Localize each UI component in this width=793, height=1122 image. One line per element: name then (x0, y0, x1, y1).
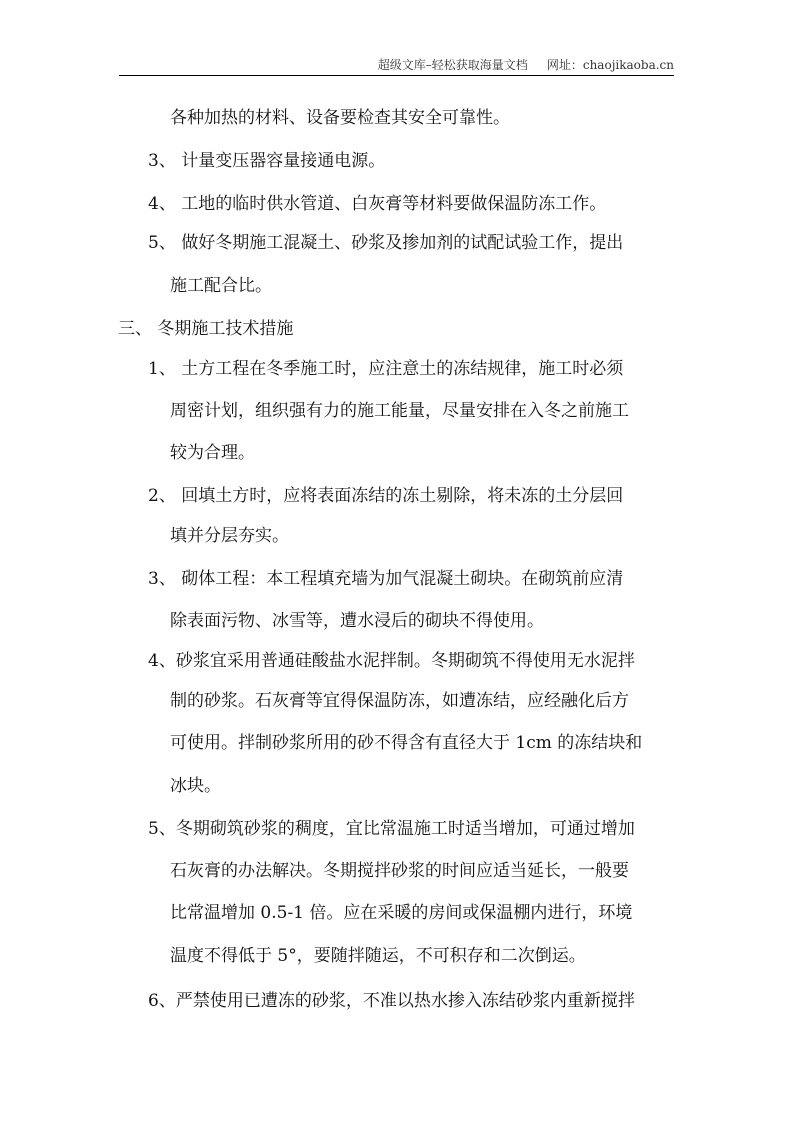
text-line: 填并分层夯实。 (170, 526, 289, 546)
text-line: 较为合理。 (170, 443, 255, 463)
text-line: 石灰膏的办法解决。冬期搅拌砂浆的时间应适当延长，一般要 (170, 861, 629, 881)
text-line: 温度不得低于 5°，要随拌随运，不可积存和二次倒运。 (170, 946, 586, 966)
text-line: 施工配合比。 (170, 276, 272, 296)
text-line: 4、 工地的临时供水管道、白灰膏等材料要做保温防冻工作。 (148, 194, 607, 214)
text-line: 5、 做好冬期施工混凝土、砂浆及掺加剂的试配试验工作，提出 (148, 233, 624, 253)
text-line: 各种加热的材料、设备要检查其安全可靠性。 (170, 108, 510, 128)
page-header (378, 56, 674, 73)
header-rule (119, 75, 674, 76)
text-line: 可使用。拌制砂浆所用的砂不得含有直径大于 1cm 的冻结块和 (170, 733, 643, 753)
text-line: 周密计划，组织强有力的施工能量，尽量安排在入冬之前施工 (170, 401, 629, 421)
text-line: 除表面污物、冰雪等，遭水浸后的砌块不得使用。 (170, 611, 544, 631)
header-url: 网址：chaojikaoba.cn (546, 58, 674, 72)
header-site: 超级文库–轻松获取海量文档 (377, 58, 528, 72)
text-line: 比常温增加 0.5-1 倍。应在采暖的房间或保温棚内进行，环境 (170, 903, 633, 923)
text-line: 6、严禁使用已遭冻的砂浆，不准以热水掺入冻结砂浆内重新搅拌 (148, 991, 635, 1011)
text-line: 1、 土方工程在冬季施工时，应注意土的冻结规律，施工时必须 (148, 359, 624, 379)
text-line: 制的砂浆。石灰膏等宜得保温防冻，如遭冻结，应经融化后方 (170, 691, 629, 711)
text-line: 5、冬期砌筑砂浆的稠度，宜比常温施工时适当增加，可通过增加 (148, 819, 635, 839)
text-line: 4、砂浆宜采用普通硅酸盐水泥拌制。冬期砌筑不得使用无水泥拌 (148, 651, 635, 671)
text-line: 3、 砌体工程：本工程填充墙为加气混凝土砌块。在砌筑前应清 (148, 569, 624, 589)
text-line: 3、 计量变压器容量接通电源。 (148, 151, 386, 171)
section-heading: 三、 冬期施工技术措施 (118, 319, 294, 339)
text-line: 2、 回填土方时，应将表面冻结的冻土剔除，将未冻的土分层回 (148, 486, 624, 506)
text-line: 冰块。 (170, 776, 221, 796)
